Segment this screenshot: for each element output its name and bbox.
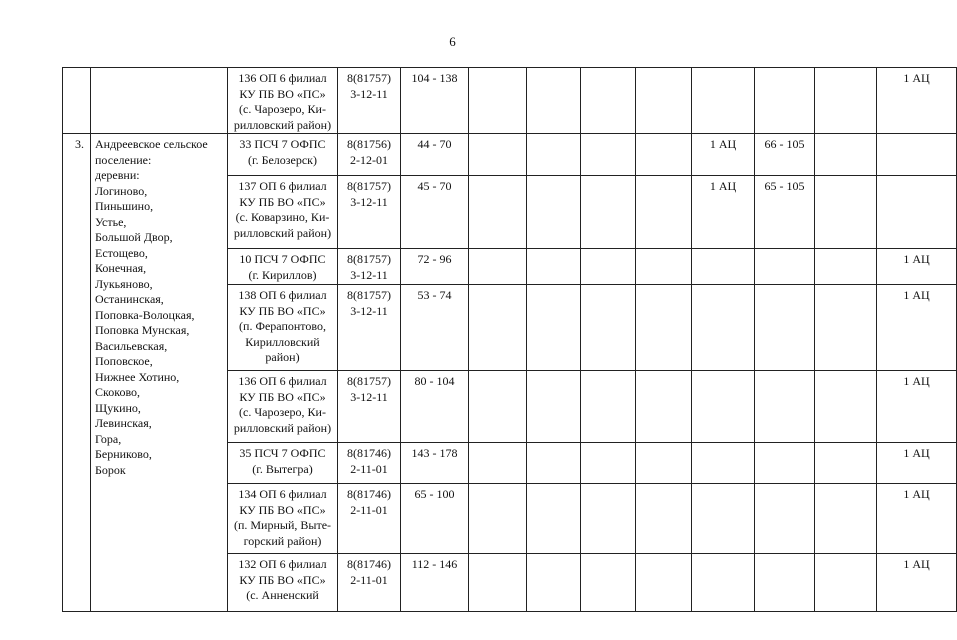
fire-unit-cell xyxy=(228,134,338,176)
resource-cell xyxy=(692,371,755,443)
phone-line: 2-11-01 xyxy=(350,572,388,587)
fire-unit-line: 33 ПСЧ 7 ОФПС xyxy=(239,137,326,151)
resource-cell xyxy=(755,443,815,484)
resource-cell xyxy=(877,484,957,554)
resource-cell xyxy=(755,285,815,371)
arrival-time-cell xyxy=(401,371,469,443)
resource-cell xyxy=(636,176,692,249)
arrival-time-cell xyxy=(401,484,469,554)
arrival-time-cell xyxy=(401,249,469,285)
resource-cell xyxy=(815,176,877,249)
resource-cell xyxy=(755,554,815,612)
arrival-time-cell xyxy=(401,134,469,176)
fire-unit-line: (г. Белозерск) xyxy=(248,152,317,167)
arrival-time-cell xyxy=(401,176,469,249)
resource-cell xyxy=(581,484,636,554)
resource-value: 1 АЦ xyxy=(903,557,930,571)
phone-line: 8(81757) xyxy=(347,71,391,85)
resource-value: 1 АЦ xyxy=(903,71,930,85)
resource-cell xyxy=(755,249,815,285)
phone-line: 3-12-11 xyxy=(350,194,388,209)
resource-cell xyxy=(636,371,692,443)
phone-line: 3-12-11 xyxy=(350,86,388,101)
resource-cell xyxy=(581,134,636,176)
resource-cell xyxy=(469,285,527,371)
settlement-line: Щукино, xyxy=(95,400,141,415)
settlement-line: Поповское, xyxy=(95,354,153,368)
resource-cell xyxy=(877,134,957,176)
fire-unit-line: (с. Чарозеро, Ки- xyxy=(239,102,326,116)
resource-value: 1 АЦ xyxy=(903,252,930,266)
fire-unit-line: 35 ПСЧ 7 ОФПС xyxy=(239,446,326,460)
resource-cell xyxy=(755,371,815,443)
resource-cell xyxy=(469,484,527,554)
arrival-time: 44 - 70 xyxy=(417,137,452,151)
fire-unit-line: (п. Ферапонтово, xyxy=(239,319,326,333)
arrival-time: 80 - 104 xyxy=(414,374,455,388)
fire-unit-line: 137 ОП 6 филиал xyxy=(238,179,327,193)
settlement-cell xyxy=(91,68,228,134)
settlement-line: Естощево, xyxy=(95,245,148,260)
resource-cell xyxy=(877,371,957,443)
phone-cell xyxy=(338,554,401,612)
phone-line: 8(81757) xyxy=(347,252,391,266)
resource-cell xyxy=(527,134,581,176)
phone-cell xyxy=(338,68,401,134)
settlement-line: Конечная, xyxy=(95,261,147,275)
resource-cell xyxy=(527,176,581,249)
resource-cell xyxy=(692,68,755,134)
phone-cell xyxy=(338,176,401,249)
settlement-line: Берниково, xyxy=(95,447,152,461)
phone-line: 2-11-01 xyxy=(350,502,388,517)
settlement-line: Васильевская, xyxy=(95,338,168,353)
resource-cell xyxy=(815,285,877,371)
fire-unit-line: (г. Вытегра) xyxy=(252,461,313,476)
resource-cell xyxy=(692,249,755,285)
fire-unit-line: КУ ПБ ВО «ПС» xyxy=(239,86,326,101)
fire-unit-line: (с. Коварзино, Ки- xyxy=(235,210,330,224)
resource-cell xyxy=(636,484,692,554)
fire-unit-line: (с. Анненский xyxy=(246,588,319,602)
fire-unit-cell xyxy=(228,176,338,249)
table-row xyxy=(63,68,957,134)
arrival-time-cell xyxy=(401,285,469,371)
fire-unit-line: (с. Чарозеро, Ки- xyxy=(239,405,326,419)
fire-unit-line: рилловский район) xyxy=(233,225,332,240)
fire-unit-line: рилловский район) xyxy=(233,117,332,132)
settlement-cell xyxy=(91,134,228,612)
resource-value: 1 АЦ xyxy=(709,179,737,193)
resource-cell xyxy=(636,443,692,484)
fire-unit-line: Кирилловский xyxy=(245,334,320,349)
resource-cell xyxy=(581,285,636,371)
fire-unit-cell xyxy=(228,554,338,612)
phone-line: 8(81757) xyxy=(347,179,391,193)
fire-unit-line: 10 ПСЧ 7 ОФПС xyxy=(239,252,326,266)
resource-value: 1 АЦ xyxy=(709,137,737,151)
resource-cell xyxy=(755,134,815,176)
fire-unit-line: 136 ОП 6 филиал xyxy=(238,374,327,388)
resource-value: 1 АЦ xyxy=(903,446,930,460)
resource-cell xyxy=(877,443,957,484)
resource-cell xyxy=(469,134,527,176)
table-body xyxy=(63,68,957,612)
phone-line: 2-11-01 xyxy=(350,461,388,476)
arrival-time: 45 - 70 xyxy=(417,179,452,193)
resource-value: 1 АЦ xyxy=(903,288,930,302)
arrival-time: 65 - 100 xyxy=(414,487,455,501)
settlement-line: Андреевское сельское xyxy=(95,137,208,151)
row-number: 3. xyxy=(75,137,84,151)
resource-value: 66 - 105 xyxy=(764,137,805,151)
fire-unit-line: район) xyxy=(265,350,300,364)
resource-cell xyxy=(469,443,527,484)
arrival-time: 143 - 178 xyxy=(411,446,458,460)
resource-cell xyxy=(527,443,581,484)
resource-cell xyxy=(755,68,815,134)
fire-unit-line: (г. Кириллов) xyxy=(248,267,317,282)
resource-cell xyxy=(636,249,692,285)
fire-unit-cell xyxy=(228,285,338,371)
resource-cell xyxy=(755,484,815,554)
settlement-line: Останинская, xyxy=(95,292,164,306)
row-number-cell xyxy=(63,68,91,134)
resource-cell xyxy=(469,68,527,134)
resource-cell xyxy=(469,554,527,612)
arrival-time: 104 - 138 xyxy=(411,71,458,85)
resource-cell xyxy=(692,443,755,484)
resource-cell xyxy=(692,554,755,612)
settlement-line: Большой Двор, xyxy=(95,230,173,244)
phone-line: 8(81757) xyxy=(347,288,391,302)
resource-cell xyxy=(692,134,755,176)
settlement-line: Нижнее Хотино, xyxy=(95,369,180,384)
fire-unit-line: КУ ПБ ВО «ПС» xyxy=(239,572,326,587)
arrival-time-cell xyxy=(401,68,469,134)
fire-coverage-table xyxy=(62,67,957,612)
settlement-line: Логиново, xyxy=(95,183,148,198)
settlement-line: Поповка-Волоцкая, xyxy=(95,307,195,322)
resource-value: 1 АЦ xyxy=(903,487,930,501)
row-number-cell xyxy=(63,134,91,612)
fire-unit-line: 134 ОП 6 филиал xyxy=(238,487,327,501)
resource-cell xyxy=(527,68,581,134)
table-row xyxy=(63,134,957,176)
phone-line: 8(81757) xyxy=(347,374,391,388)
resource-cell xyxy=(636,134,692,176)
settlement-line: Борок xyxy=(95,462,126,477)
resource-cell xyxy=(877,176,957,249)
phone-cell xyxy=(338,443,401,484)
resource-cell xyxy=(527,554,581,612)
phone-line: 3-12-11 xyxy=(350,389,388,404)
resource-cell xyxy=(527,285,581,371)
settlement-line: Гора, xyxy=(95,431,122,446)
phone-line: 3-12-11 xyxy=(350,267,388,282)
settlement-line: Левинская, xyxy=(95,416,152,430)
phone-cell xyxy=(338,371,401,443)
resource-cell xyxy=(815,68,877,134)
resource-cell xyxy=(692,285,755,371)
resource-cell xyxy=(527,371,581,443)
resource-cell xyxy=(815,249,877,285)
settlement-line: Поповка Мунская, xyxy=(95,323,190,337)
phone-line: 8(81746) xyxy=(347,446,391,460)
fire-unit-cell xyxy=(228,249,338,285)
resource-cell xyxy=(527,484,581,554)
resource-cell xyxy=(469,176,527,249)
fire-unit-line: 138 ОП 6 филиал xyxy=(238,288,327,302)
fire-unit-line: КУ ПБ ВО «ПС» xyxy=(239,389,326,404)
resource-cell xyxy=(877,285,957,371)
arrival-time: 72 - 96 xyxy=(417,252,452,266)
resource-value: 1 АЦ xyxy=(903,374,930,388)
settlement-line: Устье, xyxy=(95,214,127,229)
resource-cell xyxy=(877,68,957,134)
resource-cell xyxy=(877,554,957,612)
resource-cell xyxy=(581,554,636,612)
resource-value: 65 - 105 xyxy=(764,179,805,193)
resource-cell xyxy=(636,554,692,612)
resource-cell xyxy=(877,249,957,285)
fire-unit-line: КУ ПБ ВО «ПС» xyxy=(239,502,326,517)
phone-cell xyxy=(338,484,401,554)
resource-cell xyxy=(815,134,877,176)
fire-unit-line: КУ ПБ ВО «ПС» xyxy=(239,194,326,209)
resource-cell xyxy=(581,176,636,249)
arrival-time-cell xyxy=(401,554,469,612)
fire-unit-line: 132 ОП 6 филиал xyxy=(238,557,327,571)
phone-cell xyxy=(338,249,401,285)
resource-cell xyxy=(815,443,877,484)
phone-line: 8(81746) xyxy=(347,487,391,501)
resource-cell xyxy=(692,176,755,249)
arrival-time: 53 - 74 xyxy=(417,288,452,302)
fire-unit-line: (п. Мирный, Выте- xyxy=(233,518,332,532)
phone-line: 2-12-01 xyxy=(350,152,388,167)
phone-line: 3-12-11 xyxy=(350,303,388,318)
fire-unit-cell xyxy=(228,484,338,554)
phone-line: 8(81746) xyxy=(347,557,391,571)
settlement-line: Пиньшино, xyxy=(95,199,154,213)
phone-cell xyxy=(338,285,401,371)
phone-line: 8(81756) xyxy=(347,137,391,151)
arrival-time: 112 - 146 xyxy=(411,557,458,571)
resource-cell xyxy=(469,249,527,285)
resource-cell xyxy=(581,443,636,484)
fire-unit-line: КУ ПБ ВО «ПС» xyxy=(239,303,326,318)
resource-cell xyxy=(815,371,877,443)
page-number: 6 xyxy=(449,34,456,49)
settlement-line: деревни: xyxy=(95,168,140,182)
fire-unit-cell xyxy=(228,371,338,443)
fire-unit-line: рилловский район) xyxy=(233,420,332,435)
settlement-line: Скоково, xyxy=(95,385,141,399)
fire-unit-line: горский район) xyxy=(243,533,322,548)
resource-cell xyxy=(815,554,877,612)
resource-cell xyxy=(581,249,636,285)
resource-cell xyxy=(636,68,692,134)
fire-unit-line: 136 ОП 6 филиал xyxy=(238,71,327,85)
resource-cell xyxy=(581,68,636,134)
fire-unit-cell xyxy=(228,68,338,134)
resource-cell xyxy=(581,371,636,443)
resource-cell xyxy=(692,484,755,554)
resource-cell xyxy=(527,249,581,285)
settlement-line: Лукьяново, xyxy=(95,276,153,291)
resource-cell xyxy=(636,285,692,371)
phone-cell xyxy=(338,134,401,176)
resource-cell xyxy=(755,176,815,249)
settlement-line: поселение: xyxy=(95,152,152,167)
resource-cell xyxy=(469,371,527,443)
fire-unit-cell xyxy=(228,443,338,484)
resource-cell xyxy=(815,484,877,554)
arrival-time-cell xyxy=(401,443,469,484)
